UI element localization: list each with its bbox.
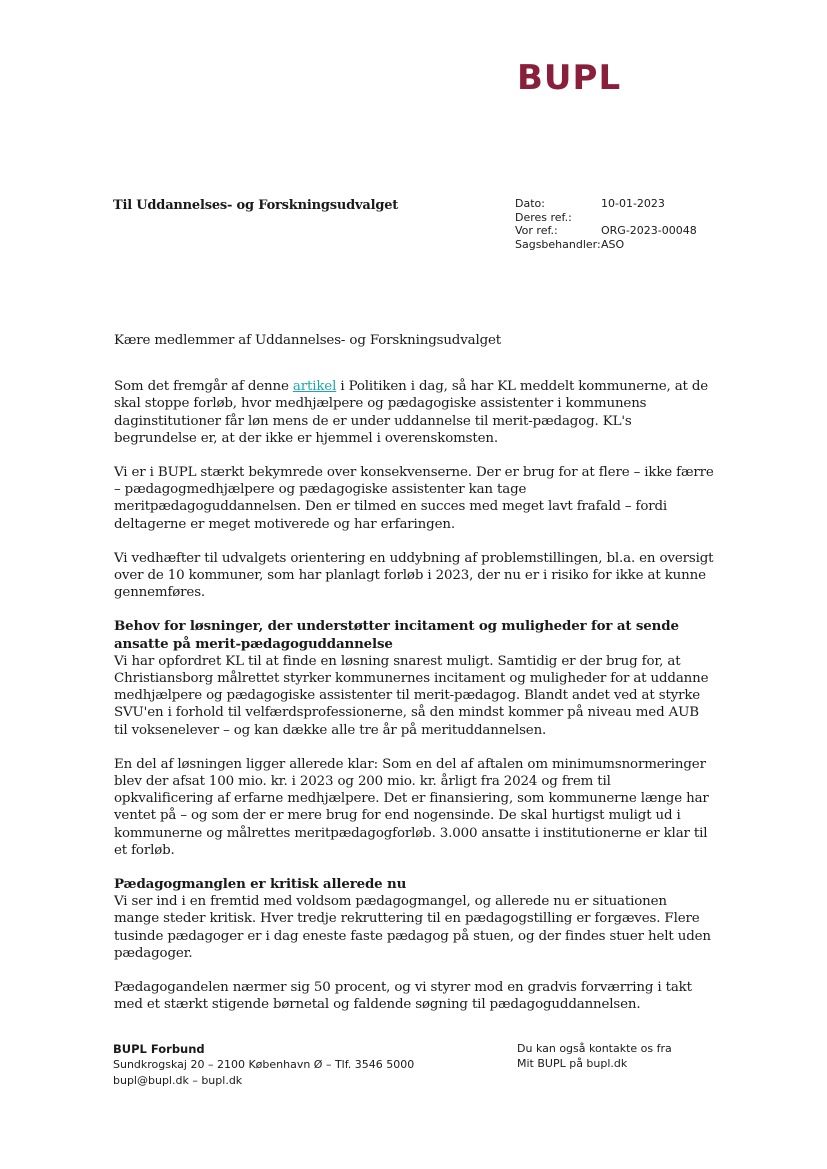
footer-contact-line: bupl@bupl.dk – bupl.dk: [113, 1074, 243, 1087]
paragraph-attachment: Vi vedhæfter til udvalgets orientering en uddybning af problemstillingen, bl.a. en oversigt over de 10 kommuner, som har planlagt forløb i 2023, der nu er i risiko for ikke at kunne gennemføres.: [114, 550, 714, 601]
meta-row-our-ref: [515, 224, 697, 238]
footer-note-line-2: Mit BUPL på bupl.dk: [517, 1057, 628, 1070]
section-heading-solutions: Behov for løsninger, der understøtter incitament og muligheder for at sende ansatte på merit-pædagoguddannelse: [114, 618, 679, 652]
recipient-heading: Til Uddannelses- og Forskningsudvalget: [113, 198, 399, 213]
meta-value: 10-01-2023: [601, 197, 665, 210]
paragraph-share: Pædagogandelen nærmer sig 50 procent, og vi styrer mod en gradvis forværring i takt med et stærkt stigende børnetal og faldende søgning til pædagoguddannelsen.: [114, 980, 692, 1013]
article-link[interactable]: artikel: [292, 379, 337, 395]
intro-text-after: i Politiken i dag, så har KL meddelt kommunerne, at de skal stoppe forløb, hvor medhjælpere og pædagogiske assistenter i kommunens daginstitutioner får løn mens de er under uddannelse til merit-pædagog. KL's begrundelse er, at der ikke er hjemmel i overenskomsten.: [114, 379, 709, 446]
intro-text-before: Som det fremgår af denne: [114, 379, 293, 395]
meta-row-date: [515, 197, 697, 211]
meta-label: Deres ref.:: [515, 210, 572, 224]
paragraph-concern: Vi er i BUPL stærkt bekymrede over konsekvenserne. Der er brug for at flere – ikke færre – pædagogmedhjælpere og pædagogiske assistenter kan tage meritpædagoguddannelsen. Den er tilmed en succes med meget lavt frafald – fordi deltagerne er meget motiverede og har erfaringen.: [114, 465, 714, 532]
footer-org-name: BUPL Forbund: [113, 1042, 205, 1056]
meta-value: ASO: [601, 237, 625, 251]
paragraph-shortage: Vi ser ind i en fremtid med voldsom pædagogmangel, og allerede nu er situationen mange steder kritisk. Hver tredje rekruttering til en pædagogstilling er forgæves. Flere tusinde pædagoger er i dag eneste faste pædagog på stuen, og der findes stuer helt uden pædagoger.: [114, 894, 711, 961]
meta-label: Sagsbehandler:: [515, 237, 601, 251]
footer-address-line: Sundkrogskaj 20 – 2100 København Ø – Tlf. 3546 5000: [113, 1058, 415, 1071]
reference-block: [515, 197, 697, 251]
footer-note-line-1: Du kan også kontakte os fra: [517, 1042, 672, 1055]
footer-contact-note: [517, 1041, 672, 1071]
meta-label: Dato:: [515, 197, 545, 210]
meta-value: ORG-2023-00048: [601, 224, 697, 238]
footer-address: [113, 1041, 414, 1089]
paragraph-funding: En del af løsningen ligger allerede klar: Som en del af aftalen om minimumsnormeringer blev der afsat 100 mio. kr. i 2023 og 200 mio. kr. årligt fra 2024 og frem til opkvalificering af erfarne medhjælpere. Det er finansiering, som kommunerne længe har ventet på – og som der er mere brug for end nogensinde. De skal hurtigst muligt ud i kommunerne og målrettes meritpædagogforløb. 3.000 ansatte i institutionerne er klar til et forløb.: [114, 756, 709, 858]
section-heading-shortage: Pædagogmanglen er kritisk allerede nu: [114, 876, 407, 893]
meta-row-case-handler: [515, 238, 697, 252]
paragraph-request: Vi har opfordret KL til at finde en løsning snarest muligt. Samtidig er der brug for, at Christiansborg målrettet styrker kommunernes incitament og muligheder for at uddanne medhjælpere og pædagogiske assistenter til merit-pædagog. Blandt andet ved at styrke SVU'en i forhold til velfærdsprofessionerne, så den mindst kommer på niveau med AUB til voksenelever – og kan dække alle tre år på merituddannelsen.: [114, 653, 709, 738]
meta-row-their-ref: [515, 211, 697, 225]
letter-body: [114, 332, 714, 1031]
paragraph-intro: [114, 378, 714, 447]
meta-label: Vor ref.:: [515, 224, 558, 238]
bupl-logo: BUPL: [517, 58, 622, 98]
greeting: Kære medlemmer af Uddannelses- og Forskningsudvalget: [114, 333, 502, 348]
